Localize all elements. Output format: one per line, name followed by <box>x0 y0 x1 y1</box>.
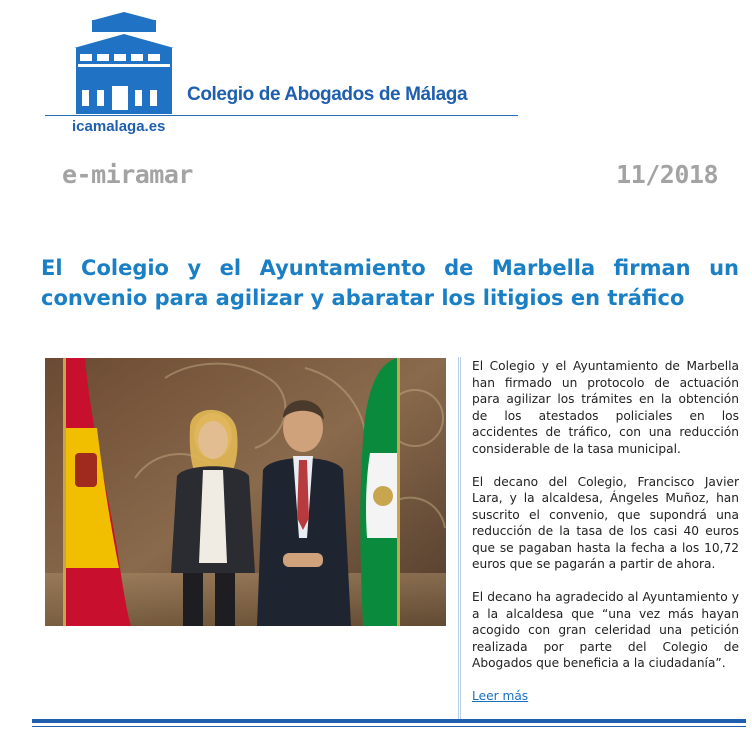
org-name: Colegio de Abogados de Málaga <box>187 84 468 105</box>
newsletter-name: e-miramar <box>62 160 193 189</box>
footer-divider-thin <box>32 726 746 727</box>
article-paragraph-2: El decano del Colegio, Francisco Javier Lara, y la alcaldesa, Ángeles Muñoz, han suscrito el convenio, que supondrá una reducción de la tasa de los casi 40 euros que se pagaban hasta la fecha a los 10,72 euros que se pagarán a partir de ahora. <box>472 474 739 571</box>
issue-date: 11/2018 <box>616 160 718 189</box>
site-url[interactable]: icamalaga.es <box>72 118 166 135</box>
article-headline: El Colegio y el Ayuntamiento de Marbella firman un convenio para agilizar y abaratar los litigios en tráfico <box>41 256 739 310</box>
article-body <box>472 358 739 705</box>
article-paragraph-1: El Colegio y el Ayuntamiento de Marbella han firmado un protocolo de actuación para agilizar los trámites en la obtención de los atestados policiales en los accidentes de tráfico, con una reducción considerable de la tasa municipal. <box>472 359 739 456</box>
article-photo <box>45 358 446 626</box>
header-divider <box>45 115 518 116</box>
footer-divider <box>32 719 746 723</box>
read-more-link[interactable]: Leer más <box>472 689 529 703</box>
building-logo-icon <box>72 12 176 116</box>
article-paragraph-3: El decano ha agradecido al Ayuntamiento y a la alcaldesa que “una vez más hayan acogido con gran celeridad una petición realizada por parte del Colegio de Abogados que beneficia a la ciudadanía”. <box>472 590 739 670</box>
column-divider <box>458 357 461 720</box>
